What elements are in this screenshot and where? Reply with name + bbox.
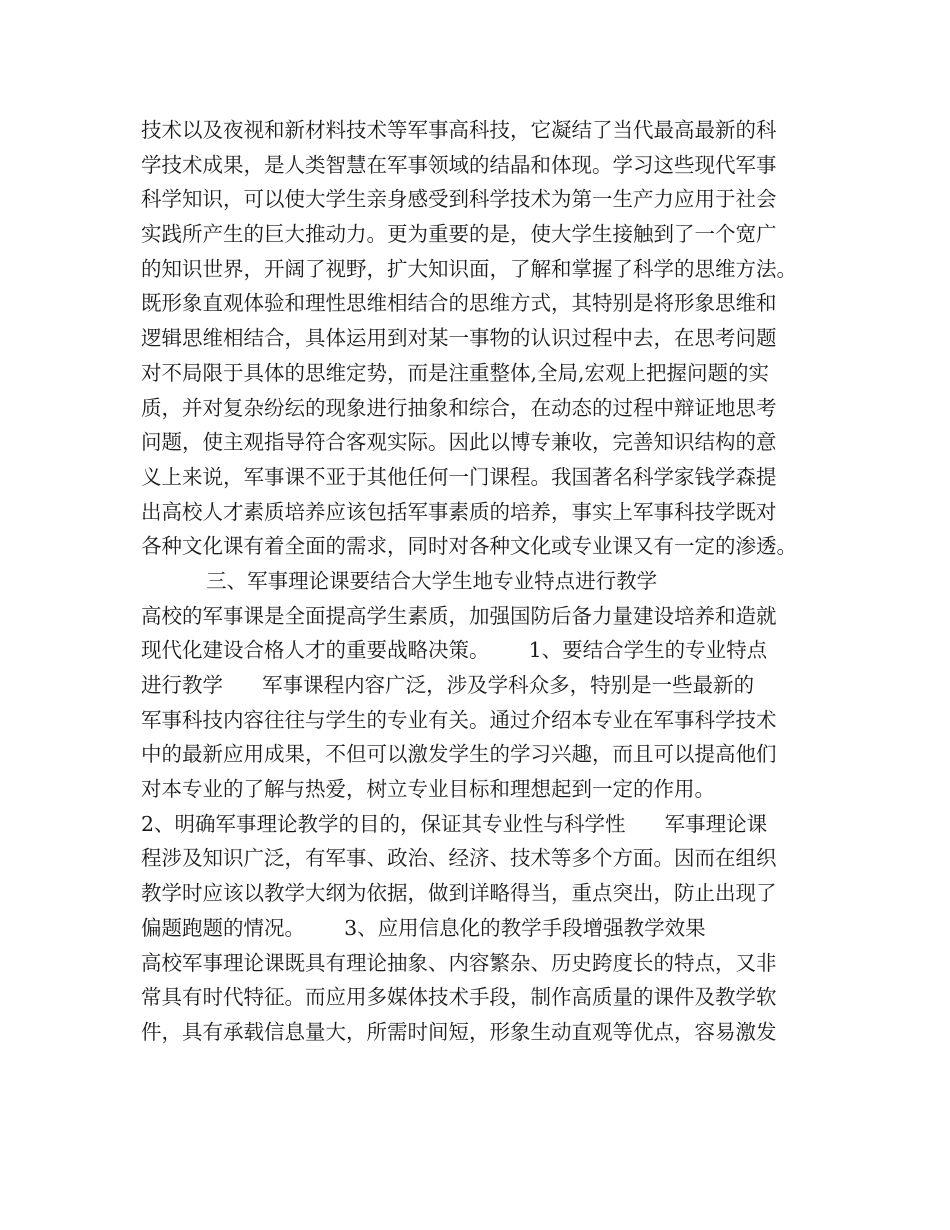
text-line: 程涉及知识广泛，有军事、政治、经济、技术等多个方面。因而在组织 bbox=[141, 846, 777, 871]
body-text bbox=[141, 113, 831, 1050]
text-line: 出高校人才素质培养应该包括军事素质的培养，事实上军事科技学既对 bbox=[141, 499, 777, 524]
text-line: 既形象直观体验和理性思维相结合的思维方式，其特别是将形象思维和 bbox=[141, 291, 777, 316]
text-line: 偏题跑题的情况。 3、应用信息化的教学手段增强教学效果 bbox=[141, 915, 706, 940]
section-heading: 三、军事理论课要结合大学生地专业特点进行教学 bbox=[141, 568, 658, 593]
text-line: 进行教学 军事课程内容广泛，涉及学科众多，特别是一些最新的 bbox=[141, 673, 755, 697]
text-line: 实践所产生的巨大推动力。更为重要的是，使大学生接触到了一个宽广 bbox=[141, 222, 777, 247]
text-line: 的知识世界，开阔了视野，扩大知识面，了解和掌握了科学的思维方法。 bbox=[141, 256, 797, 281]
text-line: 对不局限于具体的思维定势，而是注重整体,全局,宏观上把握问题的实 bbox=[141, 360, 770, 385]
text-line: 技术以及夜视和新材料技术等军事高科技，它凝结了当代最高最新的科 bbox=[141, 118, 777, 142]
text-line: 问题，使主观指导符合客观实际。因此以博专兼收，完善知识结构的意 bbox=[141, 430, 777, 455]
text-line: 高校军事理论课既具有理论抽象、内容繁杂、历史跨度长的特点，又非 bbox=[141, 950, 777, 975]
text-line: 对本专业的了解与热爱，树立专业目标和理想起到一定的作用。 bbox=[141, 777, 715, 802]
text-line: 质，并对复杂纷纭的现象进行抽象和综合，在动态的过程中辩证地思考 bbox=[141, 395, 777, 420]
text-line: 件，具有承载信息量大，所需时间短，形象生动直观等优点，容易激发 bbox=[141, 1019, 777, 1044]
text-line: 高校的军事课是全面提高学生素质，加强国防后备力量建设培养和造就 bbox=[141, 603, 777, 628]
text-line: 义上来说，军事课不亚于其他任何一门课程。我国著名科学家钱学森提 bbox=[141, 464, 777, 489]
text-line: 教学时应该以教学大纲为依据，做到详略得当，重点突出，防止出现了 bbox=[141, 881, 777, 906]
text-line: 现代化建设合格人才的重要战略决策。 1、要结合学生的专业特点 bbox=[141, 638, 768, 663]
text-line: 军事科技内容往往与学生的专业有关。通过介绍本专业在军事科学技术 bbox=[141, 707, 777, 732]
text-line: 2、明确军事理论教学的目的，保证其专业性与科学性 军事理论课 bbox=[141, 811, 768, 836]
text-line: 逻辑思维相结合，具体运用到对某一事物的认识过程中去，在思考问题 bbox=[141, 326, 777, 351]
text-line: 中的最新应用成果，不但可以激发学生的学习兴趣，而且可以提高他们 bbox=[141, 742, 777, 767]
text-line: 常具有时代特征。而应用多媒体技术手段，制作高质量的课件及教学软 bbox=[141, 985, 777, 1010]
text-line: 学技术成果，是人类智慧在军事领域的结晶和体现。学习这些现代军事 bbox=[141, 152, 777, 177]
text-line: 科学知识，可以使大学生亲身感受到科学技术为第一生产力应用于社会 bbox=[141, 187, 777, 212]
text-line: 各种文化课有着全面的需求，同时对各种文化或专业课又有一定的渗透。 bbox=[141, 534, 797, 559]
